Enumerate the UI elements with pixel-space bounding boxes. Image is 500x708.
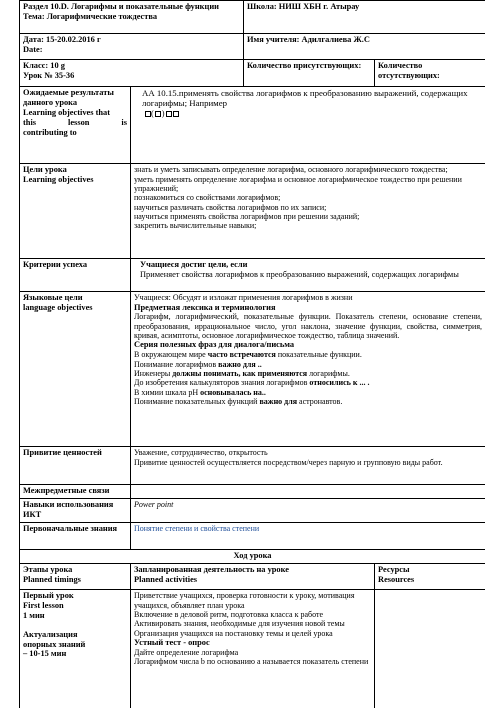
goals-label-en: Learning objectives [23, 175, 94, 185]
col-resources-ru: Ресурсы [378, 565, 410, 575]
activity-5: Устный тест - опрос [134, 637, 210, 647]
values-label-cell [20, 447, 131, 485]
values-label: Привитие ценностей [23, 448, 102, 458]
vocab-heading: Предметная лексика и терминология [134, 302, 276, 312]
stage-5: опорных знаний [23, 639, 86, 649]
section-cell [20, 1, 244, 34]
goal-item: познакомиться со свойствами логарифмов; [134, 193, 281, 203]
objectives-word-this: this [23, 117, 37, 127]
values-line1: Уважение, сотрудничество, открытость [134, 448, 268, 458]
values-text-cell [131, 447, 486, 485]
prior-row [20, 523, 486, 550]
success-text: Применяет свойства логарифмов к преобразованию выражений, содержащих логарифмы [140, 270, 459, 280]
teacher-name: Имя учителя: Адилгалиева Ж.С [247, 35, 370, 45]
course-title-cell [20, 550, 486, 564]
phrase-6: Понимание показательных функций важно для астронавтов. [134, 397, 343, 407]
section-title: Раздел 10.D. Логарифмы и показательные функции [23, 2, 219, 12]
prior-label: Первоначальные знания [23, 524, 118, 534]
language-label-ru: Языковые цели [23, 293, 83, 303]
success-text-cell [131, 259, 486, 292]
objectives-label-en-2 [23, 118, 127, 128]
school-cell [244, 1, 485, 34]
class-value: Класс: 10 g [23, 61, 65, 71]
present-cell [244, 60, 375, 87]
col-stages-ru: Этапы урока [23, 565, 73, 575]
goals-label-ru: Цели урока [23, 165, 67, 175]
goal-item: уметь применять определение логарифма и основное логарифмическое тождество при решении упражнений; [134, 174, 462, 193]
date-cell [20, 34, 244, 60]
phrase-1: В окружающем мире часто встречаются показательные функции. [134, 350, 362, 360]
phrase-3: Инженеры должны понимать, как применяются логарифмы. [134, 369, 350, 378]
activity-7: Логарифмом числа b по основанию a называется показатель степени [134, 657, 369, 667]
stage-2: First lesson [23, 601, 64, 611]
objectives-word-is: is [121, 117, 127, 127]
topic-title: Тема: Логарифмические тождества [23, 12, 158, 22]
vocab-text: Логарифм, логарифмический, показательные функции. Показатель степени, основание степени, преобразования, иррациональное число, угол наклона, значение функции, свойства, симметрия, кривая, асимптоты, основное логарифмическое тождество, таблица значений. [134, 312, 483, 341]
objectives-word-lesson: lesson [68, 117, 90, 127]
course-header-row [20, 564, 486, 590]
phrases-heading: Серия полезных фраз для диалога/письма [134, 340, 295, 350]
success-label: Критерии успеха [23, 260, 88, 270]
goals-row [20, 164, 486, 259]
activity-3: Активировать знания, необходимые для изучения новой темы [134, 619, 345, 629]
lesson-plan-page [19, 0, 485, 708]
objectives-text-cell [131, 87, 486, 164]
lesson-plan-table [19, 0, 485, 708]
col-resources-en: Resources [378, 575, 415, 585]
course-row-1 [20, 590, 486, 708]
col-stages-header [20, 564, 131, 590]
stage-cell [20, 590, 131, 708]
phrase-5: В химии шкала pH основывалась на.. [134, 387, 266, 397]
goals-label-cell [20, 164, 131, 259]
present-count-label: Количество присутствующих: [247, 61, 362, 71]
objectives-text: АА 10.15.применять свойства логарифмов к преобразованию выражений, содержащих логарифмы; Например [142, 88, 468, 109]
goals-text-cell [131, 164, 486, 259]
col-resources-header [375, 564, 485, 590]
stage-6: – 10-15 мин [23, 649, 67, 659]
date-en-label: Date: [23, 45, 43, 55]
cross-row [20, 485, 486, 499]
col-activities-en: Planned activities [134, 575, 198, 585]
cross-label-cell [20, 485, 131, 499]
resources-cell [375, 590, 485, 708]
col-activities-header [131, 564, 375, 590]
objectives-label-en-3: contributing to [23, 127, 77, 137]
language-row [20, 292, 486, 447]
success-row [20, 259, 486, 292]
formula-placeholder: ( ) [134, 109, 180, 119]
absent-cell [375, 60, 485, 87]
prior-text-cell [131, 523, 486, 550]
objectives-label-cell [20, 87, 131, 164]
goal-item: закрепить вычислительные навыки; [134, 221, 257, 231]
lesson-number: Урок № 35-36 [23, 71, 75, 81]
date-value: Дата: 15-20.02.2016 г [23, 35, 101, 45]
goal-item: знать и уметь записывать определение логарифма, основного логарифмического тождества; [134, 165, 448, 175]
col-stages-en: Planned timings [23, 575, 81, 585]
header-row-section [20, 1, 486, 34]
values-row [20, 447, 486, 485]
goal-item: научиться различать свойства логарифмов по их записи; [134, 202, 327, 212]
phrase-4: До изобретения калькуляторов знания логарифмов относились к ... . [134, 378, 370, 388]
school-name: Школа: НИШ ХБН г. Атырау [247, 2, 360, 12]
values-line2: Привитие ценностей осуществляется посредством/через парную и групповую виды работ. [134, 457, 443, 467]
ict-text-cell [131, 499, 486, 523]
stage-1: Первый урок [23, 591, 74, 601]
language-line1: Учащиеся: Обсудят и изложат применения логарифмов в жизни [134, 293, 353, 303]
header-row-class [20, 60, 486, 87]
stage-3: 1 мин [23, 610, 45, 620]
teacher-cell [244, 34, 485, 60]
ict-label: Навыки использования ИКТ [23, 500, 114, 520]
course-title-row [20, 550, 486, 564]
ict-text: Power point [134, 500, 174, 510]
activity-6: Дайте определение логарифма [134, 647, 239, 657]
course-title: Ход урока [233, 551, 272, 561]
language-text-cell [131, 292, 486, 447]
cross-text-cell [131, 485, 486, 499]
ict-row [20, 499, 486, 523]
prior-text: Понятие степени и свойства степени [134, 524, 260, 534]
language-label-cell [20, 292, 131, 447]
activity-cell [131, 590, 375, 708]
goal-item: научиться применять свойства логарифмов при решении заданий; [134, 211, 360, 221]
prior-label-cell [20, 523, 131, 550]
objectives-label-en-1: Learning objectives that [23, 107, 110, 117]
absent-count-label: Количество отсутствующих: [378, 61, 440, 81]
phrase-2: Понимание логарифмов важно для .. [134, 359, 262, 369]
ict-label-cell [20, 499, 131, 523]
activity-1: Приветствие учащихся, проверка готовности к уроку, мотивация учащихся, объявляет план урока [134, 591, 355, 610]
success-label-cell [20, 259, 131, 292]
class-cell [20, 60, 244, 87]
success-heading: Учащиеся достиг цели, если [140, 260, 248, 270]
stage-4: Актуализация [23, 629, 78, 639]
activity-2: Включение в деловой ритм, подготовка класса к работе [134, 609, 324, 619]
activity-4: Организация учащихся на постановку темы и целей урока [134, 628, 333, 638]
header-row-date [20, 34, 486, 60]
objectives-row [20, 87, 486, 164]
col-activities-ru: Запланированная деятельность на уроке [134, 565, 289, 575]
objectives-label-ru: Ожидаемые результаты данного урока [23, 88, 114, 108]
language-label-en: language objectives [23, 303, 93, 313]
cross-label: Межпредметные связи [23, 486, 110, 496]
